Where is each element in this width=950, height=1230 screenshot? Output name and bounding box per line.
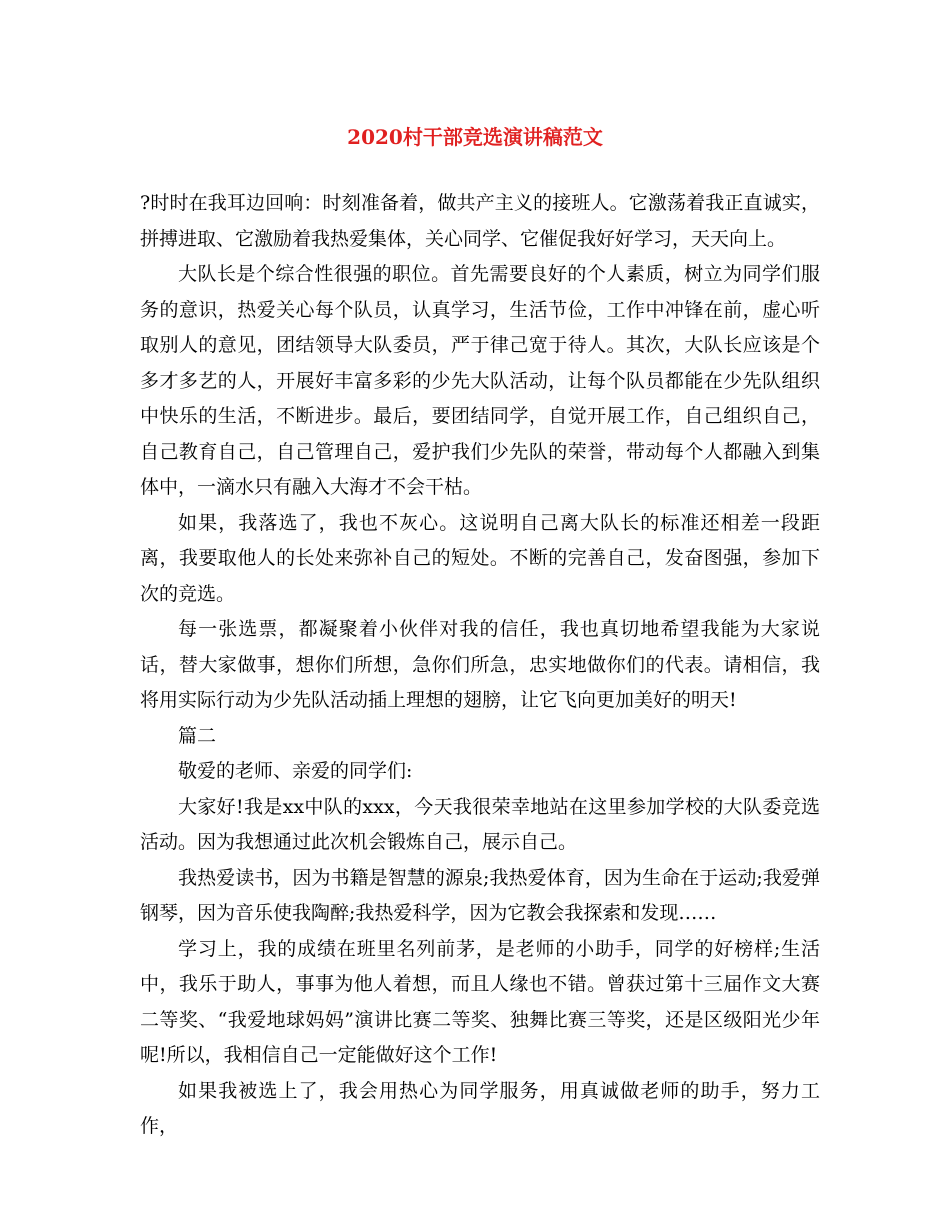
document-body: [140, 186, 820, 1145]
document-title: 2020村干部竞选演讲稿范文: [347, 125, 603, 149]
paragraph: 大队长是个综合性很强的职位。首先需要良好的个人素质，树立为同学们服务的意识，热爱关心每个队员，认真学习，生活节俭，工作中冲锋在前，虚心听取别人的意见，团结领导大队委员，严于律己宽于待人。其次，大队长应该是个多才多艺的人，开展好丰富多彩的少先大队活动，让每个队员都能在少先队组织中快乐的生活，不断进步。最后，要团结同学，自觉开展工作，自己组织自己，自己教育自己，自己管理自己，爱护我们少先队的荣誉，带动每个人都融入到集体中，一滴水只有融入大海才不会干枯。: [140, 263, 820, 498]
paragraph: 如果我被选上了，我会用热心为同学服务，用真诚做老师的助手，努力工作，: [140, 1079, 820, 1137]
paragraph: 如果，我落选了，我也不灰心。这说明自己离大队长的标准还相差一段距离，我要取他人的长处来弥补自己的短处。不断的完善自己，发奋图强，参加下次的竞选。: [140, 511, 820, 605]
paragraph: 学习上，我的成绩在班里名列前茅，是老师的小助手，同学的好榜样;生活中，我乐于助人，事事为他人着想，而且人缘也不错。曾获过第十三届作文大赛二等奖、“我爱地球妈妈”演讲比赛二等奖、独舞比赛三等奖，还是区级阳光少年呢!所以，我相信自己一定能做好这个工作!: [140, 937, 820, 1066]
paragraph: ?时时在我耳边回响：时刻准备着，做共产主义的接班人。它激荡着我正直诚实，拼搏进取、它激励着我热爱集体，关心同学、它催促我好好学习，天天向上。: [140, 192, 820, 250]
section-heading: 篇二: [178, 724, 217, 747]
paragraph: 每一张选票，都凝聚着小伙伴对我的信任，我也真切地希望我能为大家说话，替大家做事，想你们所想，急你们所急，忠实地做你们的代表。请相信，我将用实际行动为少先队活动插上理想的翅膀，让它飞向更加美好的明天!: [140, 618, 820, 711]
salutation: 敬爱的老师、亲爱的同学们:: [178, 760, 413, 782]
paragraph: 大家好!我是xx中队的xxx，今天我很荣幸地站在这里参加学校的大队委竞选活动。因为我想通过此次机会锻炼自己，展示自己。: [140, 795, 820, 853]
paragraph: 我热爱读书，因为书籍是智慧的源泉;我热爱体育，因为生命在于运动;我爱弹钢琴，因为音乐使我陶醉;我热爱科学，因为它教会我探索和发现……: [140, 866, 820, 924]
